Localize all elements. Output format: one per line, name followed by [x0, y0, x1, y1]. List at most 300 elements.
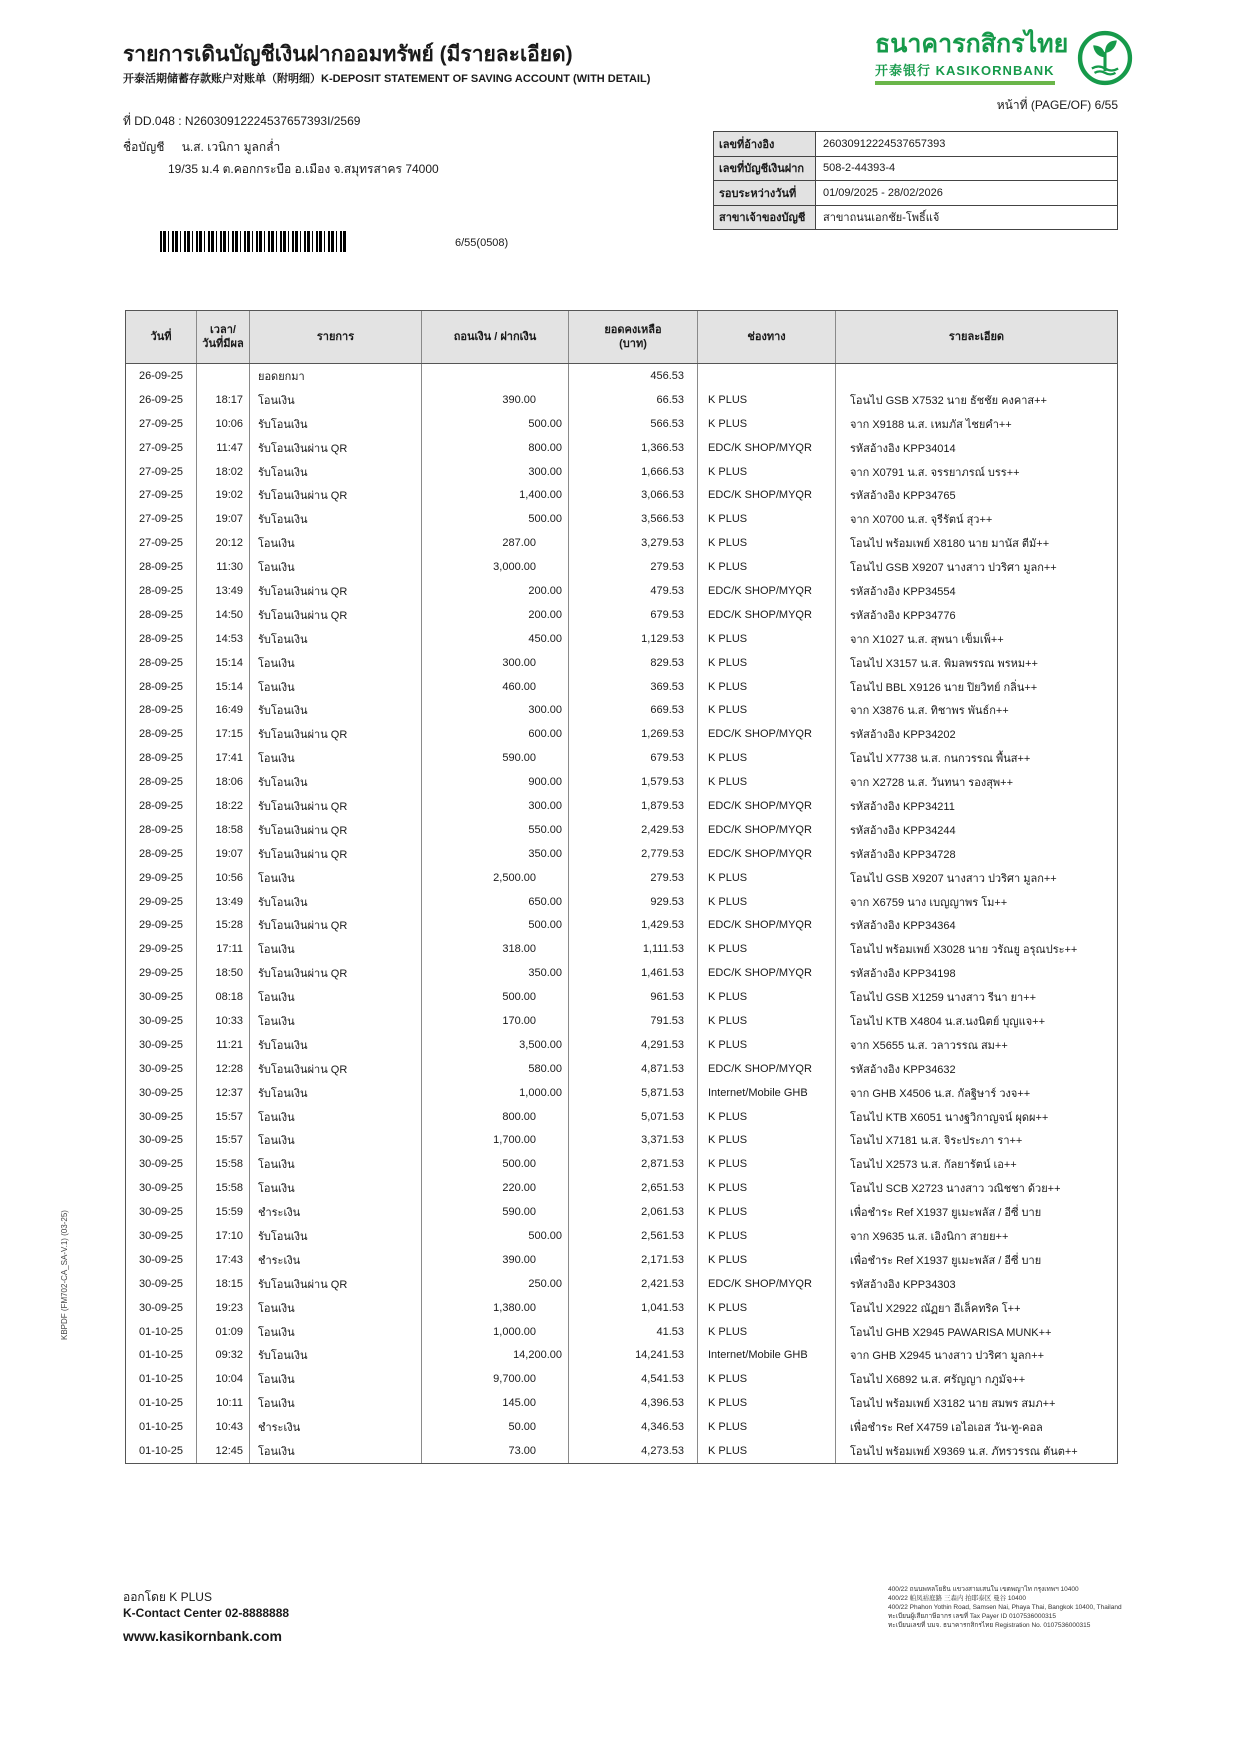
table-row — [126, 460, 1117, 484]
cell-balance: 4,871.53 — [569, 1057, 698, 1081]
cell-time: 19:02 — [197, 483, 250, 507]
cell-balance: 41.53 — [569, 1320, 698, 1344]
cell-description: โอนเงิน — [250, 985, 422, 1009]
table-row — [126, 603, 1117, 627]
cell-channel: Internet/Mobile GHB — [698, 1344, 836, 1368]
table-row — [126, 555, 1117, 579]
header-detail: รายละเอียด — [948, 331, 1005, 343]
cell-balance: 4,273.53 — [569, 1439, 698, 1463]
cell-date: 01-10-25 — [126, 1320, 197, 1344]
cell-time: 12:45 — [197, 1439, 250, 1463]
cell-amount: 1,700.00 — [422, 1129, 569, 1153]
cell-description: รับโอนเงินผ่าน QR — [250, 722, 422, 746]
cell-balance: 5,071.53 — [569, 1105, 698, 1129]
cell-balance: 2,871.53 — [569, 1152, 698, 1176]
cell-amount: 318.00 — [422, 937, 569, 961]
bank-address-fineprint — [888, 1585, 1218, 1630]
cell-amount — [422, 364, 569, 388]
cell-channel: K PLUS — [698, 937, 836, 961]
cell-amount: 500.00 — [422, 913, 569, 937]
cell-time: 01:09 — [197, 1320, 250, 1344]
cell-date: 29-09-25 — [126, 913, 197, 937]
cell-amount: 350.00 — [422, 961, 569, 985]
cell-detail: โอนไป X2922 ณัฏยา อีเล็คทริค โ++ — [850, 1302, 1021, 1315]
cell-balance: 3,279.53 — [569, 531, 698, 555]
cell-description: รับโอนเงินผ่าน QR — [250, 483, 422, 507]
cell-amount: 14,200.00 — [422, 1344, 569, 1368]
cell-date: 30-09-25 — [126, 1105, 197, 1129]
cell-channel: K PLUS — [698, 460, 836, 484]
cell-amount: 450.00 — [422, 627, 569, 651]
account-number-label: เลขที่บัญชีเงินฝาก — [714, 157, 816, 181]
cell-detail: โอนไป BBL X9126 นาย ปิยวิทย์ กลิ่น++ — [850, 681, 1038, 694]
cell-date: 27-09-25 — [126, 460, 197, 484]
table-row — [126, 436, 1117, 460]
account-name-label: ชื่อบัญชี — [123, 140, 165, 154]
cell-time: 10:06 — [197, 412, 250, 436]
barcode-caption: 6/55(0508) — [455, 237, 509, 249]
cell-balance: 2,061.53 — [569, 1200, 698, 1224]
cell-description: รับโอนเงินผ่าน QR — [250, 603, 422, 627]
cell-balance: 1,041.53 — [569, 1296, 698, 1320]
bank-name-international: 开泰银行 KASIKORNBANK — [875, 60, 1055, 85]
cell-channel: EDC/K SHOP/MYQR — [698, 842, 836, 866]
cell-time: 09:32 — [197, 1344, 250, 1368]
table-row — [126, 1344, 1117, 1368]
statement-period-value: 01/09/2025 - 28/02/2026 — [823, 186, 943, 199]
table-row — [126, 794, 1117, 818]
cell-time: 11:30 — [197, 555, 250, 579]
table-row — [126, 890, 1117, 914]
cell-detail: จาก X9635 น.ส. เอิงนิกา สายย++ — [850, 1231, 1009, 1243]
cell-amount: 390.00 — [422, 388, 569, 412]
cell-date: 01-10-25 — [126, 1415, 197, 1439]
cell-time: 19:07 — [197, 842, 250, 866]
cell-detail: โอนไป GSB X7532 นาย ธัชชัย คงคาส++ — [850, 394, 1047, 407]
cell-amount: 580.00 — [422, 1057, 569, 1081]
statement-table — [125, 310, 1118, 1464]
page-number: หน้าที่ (PAGE/OF) 6/55 — [996, 98, 1118, 112]
cell-amount: 3,000.00 — [422, 555, 569, 579]
cell-amount: 500.00 — [422, 507, 569, 531]
cell-date: 30-09-25 — [126, 1081, 197, 1105]
cell-date: 28-09-25 — [126, 675, 197, 699]
info-row-account-number — [714, 157, 1117, 182]
cell-time: 12:28 — [197, 1057, 250, 1081]
cell-detail: จาก X1027 น.ส. สุพนา เข็มเพ็++ — [850, 633, 1004, 646]
cell-channel: K PLUS — [698, 1176, 836, 1200]
cell-balance: 679.53 — [569, 746, 698, 770]
cell-balance: 669.53 — [569, 698, 698, 722]
cell-channel: K PLUS — [698, 531, 836, 555]
cell-detail: โอนไป GSB X9207 นางสาว ปวริศา มูลก++ — [850, 872, 1057, 885]
cell-detail: โอนไป X6892 น.ส. ศรัญญา กภูมัจ++ — [850, 1374, 1026, 1387]
fineprint-line: ทะเบียนผู้เสียภาษีอากร เลขที่ Tax Payer ID 0107536000315 — [888, 1613, 1056, 1620]
cell-amount: 550.00 — [422, 818, 569, 842]
cell-detail: จาก X3876 น.ส. ทิชาพร พันธ์ก++ — [850, 705, 1009, 718]
table-row — [126, 913, 1117, 937]
cell-time: 13:49 — [197, 890, 250, 914]
table-row — [126, 364, 1117, 388]
cell-channel: K PLUS — [698, 1415, 836, 1439]
cell-balance: 2,421.53 — [569, 1272, 698, 1296]
cell-amount: 600.00 — [422, 722, 569, 746]
cell-amount: 2,500.00 — [422, 866, 569, 890]
cell-amount: 287.00 — [422, 531, 569, 555]
cell-channel: K PLUS — [698, 1033, 836, 1057]
cell-detail: โอนไป พร้อมเพย์ X3028 นาย วรัณยู อรุณประ++ — [850, 944, 1078, 957]
cell-description: โอนเงิน — [250, 746, 422, 770]
cell-balance: 3,066.53 — [569, 483, 698, 507]
cell-amount: 1,400.00 — [422, 483, 569, 507]
cell-amount: 50.00 — [422, 1415, 569, 1439]
cell-balance: 1,269.53 — [569, 722, 698, 746]
table-row — [126, 746, 1117, 770]
table-row — [126, 579, 1117, 603]
cell-description: โอนเงิน — [250, 555, 422, 579]
cell-amount: 800.00 — [422, 436, 569, 460]
cell-description: โอนเงิน — [250, 1152, 422, 1176]
cell-channel: K PLUS — [698, 1439, 836, 1463]
header-time: เวลา/ วันที่มีผล — [197, 311, 250, 363]
cell-date: 27-09-25 — [126, 507, 197, 531]
cell-detail: จาก X2728 น.ส. วันทนา รองสุพ++ — [850, 777, 1014, 790]
cell-date: 28-09-25 — [126, 579, 197, 603]
cell-description: ยอดยกมา — [250, 364, 422, 388]
cell-balance: 791.53 — [569, 1009, 698, 1033]
cell-detail: รหัสอ้างอิง KPP34765 — [850, 490, 956, 503]
cell-time: 08:18 — [197, 985, 250, 1009]
cell-balance: 1,879.53 — [569, 794, 698, 818]
cell-time: 17:15 — [197, 722, 250, 746]
cell-amount: 500.00 — [422, 1224, 569, 1248]
cell-balance: 1,579.53 — [569, 770, 698, 794]
cell-time: 14:50 — [197, 603, 250, 627]
cell-amount: 1,380.00 — [422, 1296, 569, 1320]
cell-balance: 4,346.53 — [569, 1415, 698, 1439]
cell-balance: 1,111.53 — [569, 937, 698, 961]
cell-description: รับโอนเงินผ่าน QR — [250, 436, 422, 460]
account-info-box — [713, 131, 1118, 230]
bank-website: www.kasikornbank.com — [123, 1628, 282, 1644]
cell-balance: 2,651.53 — [569, 1176, 698, 1200]
cell-channel: K PLUS — [698, 890, 836, 914]
cell-detail: โอนไป พร้อมเพย์ X3182 นาย สมพร สมภ++ — [850, 1398, 1056, 1411]
cell-balance: 961.53 — [569, 985, 698, 1009]
cell-amount: 500.00 — [422, 412, 569, 436]
table-row — [126, 770, 1117, 794]
cell-time: 17:43 — [197, 1248, 250, 1272]
cell-channel: K PLUS — [698, 651, 836, 675]
cell-time: 10:56 — [197, 866, 250, 890]
table-row — [126, 1320, 1117, 1344]
header-description: รายการ — [250, 311, 422, 363]
cell-time: 15:14 — [197, 651, 250, 675]
cell-balance: 1,129.53 — [569, 627, 698, 651]
table-row — [126, 412, 1117, 436]
cell-channel: K PLUS — [698, 1296, 836, 1320]
cell-channel: EDC/K SHOP/MYQR — [698, 961, 836, 985]
cell-time: 11:21 — [197, 1033, 250, 1057]
cell-description: โอนเงิน — [250, 1129, 422, 1153]
cell-date: 01-10-25 — [126, 1344, 197, 1368]
branch-value: สาขาถนนเอกชัย-โพธิ์แจ้ — [823, 212, 940, 225]
cell-time: 12:37 — [197, 1081, 250, 1105]
header-channel: ช่องทาง — [698, 311, 836, 363]
cell-amount: 460.00 — [422, 675, 569, 699]
cell-description: รับโอนเงินผ่าน QR — [250, 1272, 422, 1296]
cell-time: 18:15 — [197, 1272, 250, 1296]
cell-description: รับโอนเงิน — [250, 627, 422, 651]
cell-channel: K PLUS — [698, 412, 836, 436]
cell-time: 17:41 — [197, 746, 250, 770]
cell-balance: 3,566.53 — [569, 507, 698, 531]
cell-detail: โอนไป GHB X2945 PAWARISA MUNK++ — [850, 1326, 1052, 1339]
cell-channel: K PLUS — [698, 1320, 836, 1344]
table-row — [126, 1296, 1117, 1320]
cell-balance: 929.53 — [569, 890, 698, 914]
cell-date: 30-09-25 — [126, 1176, 197, 1200]
cell-time: 20:12 — [197, 531, 250, 555]
cell-description: รับโอนเงิน — [250, 698, 422, 722]
cell-amount: 1,000.00 — [422, 1081, 569, 1105]
cell-description: รับโอนเงิน — [250, 1081, 422, 1105]
cell-amount: 300.00 — [422, 698, 569, 722]
cell-detail: จาก X5655 น.ส. วลาวรรณ สม++ — [850, 1039, 1008, 1052]
cell-time — [197, 364, 250, 388]
table-row — [126, 1224, 1117, 1248]
cell-description: รับโอนเงิน — [250, 1033, 422, 1057]
cell-channel — [698, 364, 836, 388]
cell-detail: โอนไป X7738 น.ส. กนกวรรณ พื้นส++ — [850, 753, 1031, 766]
cell-balance: 4,396.53 — [569, 1391, 698, 1415]
table-row — [126, 1152, 1117, 1176]
cell-description: รับโอนเงิน — [250, 412, 422, 436]
cell-amount: 200.00 — [422, 579, 569, 603]
cell-amount: 390.00 — [422, 1248, 569, 1272]
cell-date: 01-10-25 — [126, 1367, 197, 1391]
page-title: รายการเดินบัญชีเงินฝากออมทรัพย์ (มีรายละเอียด) — [123, 43, 573, 66]
cell-balance: 4,541.53 — [569, 1367, 698, 1391]
cell-time: 17:10 — [197, 1224, 250, 1248]
table-row — [126, 1105, 1117, 1129]
table-row — [126, 651, 1117, 675]
cell-amount: 250.00 — [422, 1272, 569, 1296]
cell-date: 27-09-25 — [126, 436, 197, 460]
account-name-line — [123, 138, 280, 157]
cell-detail: โอนไป X3157 น.ส. พิมลพรรณ พรหม++ — [850, 657, 1038, 670]
cell-balance: 2,171.53 — [569, 1248, 698, 1272]
cell-date: 28-09-25 — [126, 794, 197, 818]
cell-detail: โอนไป GSB X9207 นางสาว ปวริศา มูลก++ — [850, 562, 1057, 575]
cell-detail: เพื่อชำระ Ref X1937 ยูเมะพลัส / อีซี่ บาย — [850, 1254, 1042, 1267]
cell-detail — [836, 364, 1117, 388]
cell-description: โอนเงิน — [250, 866, 422, 890]
cell-date: 30-09-25 — [126, 1009, 197, 1033]
cell-channel: K PLUS — [698, 555, 836, 579]
fineprint-line: 400/22 Phahon Yothin Road, Samsen Nai, Phaya Thai, Bangkok 10400, Thailand — [888, 1604, 1122, 1611]
cell-channel: K PLUS — [698, 1248, 836, 1272]
cell-balance: 2,779.53 — [569, 842, 698, 866]
cell-description: โอนเงิน — [250, 1176, 422, 1200]
cell-amount: 200.00 — [422, 603, 569, 627]
cell-description: รับโอนเงินผ่าน QR — [250, 842, 422, 866]
cell-description: โอนเงิน — [250, 675, 422, 699]
cell-balance: 1,461.53 — [569, 961, 698, 985]
cell-channel: EDC/K SHOP/MYQR — [698, 436, 836, 460]
cell-time: 15:28 — [197, 913, 250, 937]
cell-channel: K PLUS — [698, 770, 836, 794]
cell-detail: รหัสอ้างอิง KPP34244 — [850, 824, 956, 837]
cell-channel: EDC/K SHOP/MYQR — [698, 722, 836, 746]
cell-time: 10:33 — [197, 1009, 250, 1033]
cell-date: 26-09-25 — [126, 364, 197, 388]
cell-time: 18:50 — [197, 961, 250, 985]
table-row — [126, 1439, 1117, 1463]
cell-date: 28-09-25 — [126, 722, 197, 746]
fineprint-line: 400/22 帕凤裕庭路 三森内 拍耶泰区 曼谷 10400 — [888, 1595, 1026, 1602]
cell-amount: 300.00 — [422, 651, 569, 675]
cell-detail: จาก GHB X4506 น.ส. กัลฐิษาร์ วงจ++ — [850, 1087, 1031, 1100]
cell-description: ชำระเงิน — [250, 1415, 422, 1439]
cell-date: 30-09-25 — [126, 1057, 197, 1081]
cell-channel: K PLUS — [698, 1224, 836, 1248]
cell-balance: 2,561.53 — [569, 1224, 698, 1248]
cell-time: 18:58 — [197, 818, 250, 842]
cell-date: 28-09-25 — [126, 555, 197, 579]
cell-balance: 566.53 — [569, 412, 698, 436]
cell-balance: 456.53 — [569, 364, 698, 388]
table-row — [126, 483, 1117, 507]
table-row — [126, 1009, 1117, 1033]
cell-detail: เพื่อชำระ Ref X4759 เอไอเอส วัน-ทู-คอล — [850, 1422, 1043, 1435]
cell-description: โอนเงิน — [250, 1439, 422, 1463]
page-subtitle: 开泰活期储蓄存款账户对账单（附明细）K-DEPOSIT STATEMENT OF SAVING ACCOUNT (WITH DETAIL) — [123, 73, 651, 85]
barcode — [160, 231, 348, 252]
table-row — [126, 1081, 1117, 1105]
cell-channel: K PLUS — [698, 1105, 836, 1129]
cell-time: 10:11 — [197, 1391, 250, 1415]
cell-description: รับโอนเงินผ่าน QR — [250, 961, 422, 985]
table-row — [126, 1033, 1117, 1057]
cell-detail: รหัสอ้างอิง KPP34632 — [850, 1063, 956, 1076]
cell-time: 13:49 — [197, 579, 250, 603]
account-address: 19/35 ม.4 ต.คอกกระบือ อ.เมือง จ.สมุทรสาคร 74000 — [168, 162, 439, 176]
info-row-period — [714, 181, 1117, 206]
cell-date: 29-09-25 — [126, 961, 197, 985]
cell-description: รับโอนเงิน — [250, 1224, 422, 1248]
table-row — [126, 818, 1117, 842]
fineprint-line: 400/22 ถนนพหลโยธิน แขวงสามเสนใน เขตพญาไท กรุงเทพฯ 10400 — [888, 1586, 1079, 1593]
kasikornbank-sprout-icon — [1077, 30, 1133, 86]
statement-body — [126, 364, 1117, 1463]
cell-date: 28-09-25 — [126, 746, 197, 770]
cell-time: 18:02 — [197, 460, 250, 484]
cell-balance: 1,429.53 — [569, 913, 698, 937]
cell-channel: EDC/K SHOP/MYQR — [698, 794, 836, 818]
cell-channel: K PLUS — [698, 1009, 836, 1033]
cell-balance: 66.53 — [569, 388, 698, 412]
cell-balance: 2,429.53 — [569, 818, 698, 842]
cell-date: 26-09-25 — [126, 388, 197, 412]
cell-date: 30-09-25 — [126, 1200, 197, 1224]
cell-detail: รหัสอ้างอิง KPP34198 — [850, 968, 956, 981]
table-row — [126, 1200, 1117, 1224]
cell-date: 27-09-25 — [126, 412, 197, 436]
reference-number-value: 26030912224537657393 — [823, 137, 946, 150]
cell-date: 29-09-25 — [126, 890, 197, 914]
cell-detail: รหัสอ้างอิง KPP34211 — [850, 800, 955, 813]
cell-balance: 679.53 — [569, 603, 698, 627]
cell-amount: 300.00 — [422, 794, 569, 818]
cell-time: 14:53 — [197, 627, 250, 651]
cell-description: โอนเงิน — [250, 1009, 422, 1033]
cell-amount: 9,700.00 — [422, 1367, 569, 1391]
cell-time: 15:59 — [197, 1200, 250, 1224]
cell-channel: K PLUS — [698, 1129, 836, 1153]
cell-balance: 1,366.53 — [569, 436, 698, 460]
cell-date: 27-09-25 — [126, 531, 197, 555]
cell-detail: รหัสอ้างอิง KPP34014 — [850, 442, 956, 455]
cell-amount: 350.00 — [422, 842, 569, 866]
cell-channel: EDC/K SHOP/MYQR — [698, 1057, 836, 1081]
cell-description: โอนเงิน — [250, 1296, 422, 1320]
statement-period-label: รอบระหว่างวันที่ — [714, 181, 816, 205]
info-row-branch — [714, 206, 1117, 230]
cell-time: 18:06 — [197, 770, 250, 794]
cell-description: ชำระเงิน — [250, 1248, 422, 1272]
cell-description: โอนเงิน — [250, 1367, 422, 1391]
cell-detail: โอนไป พร้อมเพย์ X8180 นาย มานัส ตีมั++ — [850, 538, 1050, 551]
cell-channel: K PLUS — [698, 627, 836, 651]
cell-amount: 3,500.00 — [422, 1033, 569, 1057]
cell-detail: โอนไป X2573 น.ส. กัลยารัตน์ เอ++ — [850, 1159, 1017, 1172]
cell-time: 10:04 — [197, 1367, 250, 1391]
cell-amount: 500.00 — [422, 1152, 569, 1176]
table-row — [126, 722, 1117, 746]
cell-time: 19:23 — [197, 1296, 250, 1320]
cell-amount: 73.00 — [422, 1439, 569, 1463]
table-row — [126, 698, 1117, 722]
cell-amount: 900.00 — [422, 770, 569, 794]
cell-balance: 479.53 — [569, 579, 698, 603]
cell-detail: โอนไป KTB X4804 น.ส.นงนิตย์ บุญแจ++ — [850, 1015, 1046, 1028]
cell-channel: EDC/K SHOP/MYQR — [698, 818, 836, 842]
cell-amount: 145.00 — [422, 1391, 569, 1415]
cell-date: 28-09-25 — [126, 818, 197, 842]
cell-channel: K PLUS — [698, 746, 836, 770]
cell-date: 30-09-25 — [126, 985, 197, 1009]
branch-label: สาขาเจ้าของบัญชี — [714, 206, 816, 230]
cell-date: 30-09-25 — [126, 1129, 197, 1153]
table-row — [126, 1391, 1117, 1415]
cell-detail: รหัสอ้างอิง KPP34303 — [850, 1278, 956, 1291]
cell-amount: 590.00 — [422, 746, 569, 770]
table-row — [126, 1176, 1117, 1200]
contact-center: K-Contact Center 02-8888888 — [123, 1606, 290, 1620]
cell-channel: K PLUS — [698, 1200, 836, 1224]
cell-channel: EDC/K SHOP/MYQR — [698, 913, 836, 937]
cell-time: 10:43 — [197, 1415, 250, 1439]
cell-time: 11:47 — [197, 436, 250, 460]
cell-description: โอนเงิน — [250, 1105, 422, 1129]
cell-channel: K PLUS — [698, 388, 836, 412]
cell-balance: 5,871.53 — [569, 1081, 698, 1105]
cell-channel: EDC/K SHOP/MYQR — [698, 483, 836, 507]
bank-logo-block — [875, 30, 1133, 86]
cell-time: 19:07 — [197, 507, 250, 531]
cell-description: โอนเงิน — [250, 388, 422, 412]
